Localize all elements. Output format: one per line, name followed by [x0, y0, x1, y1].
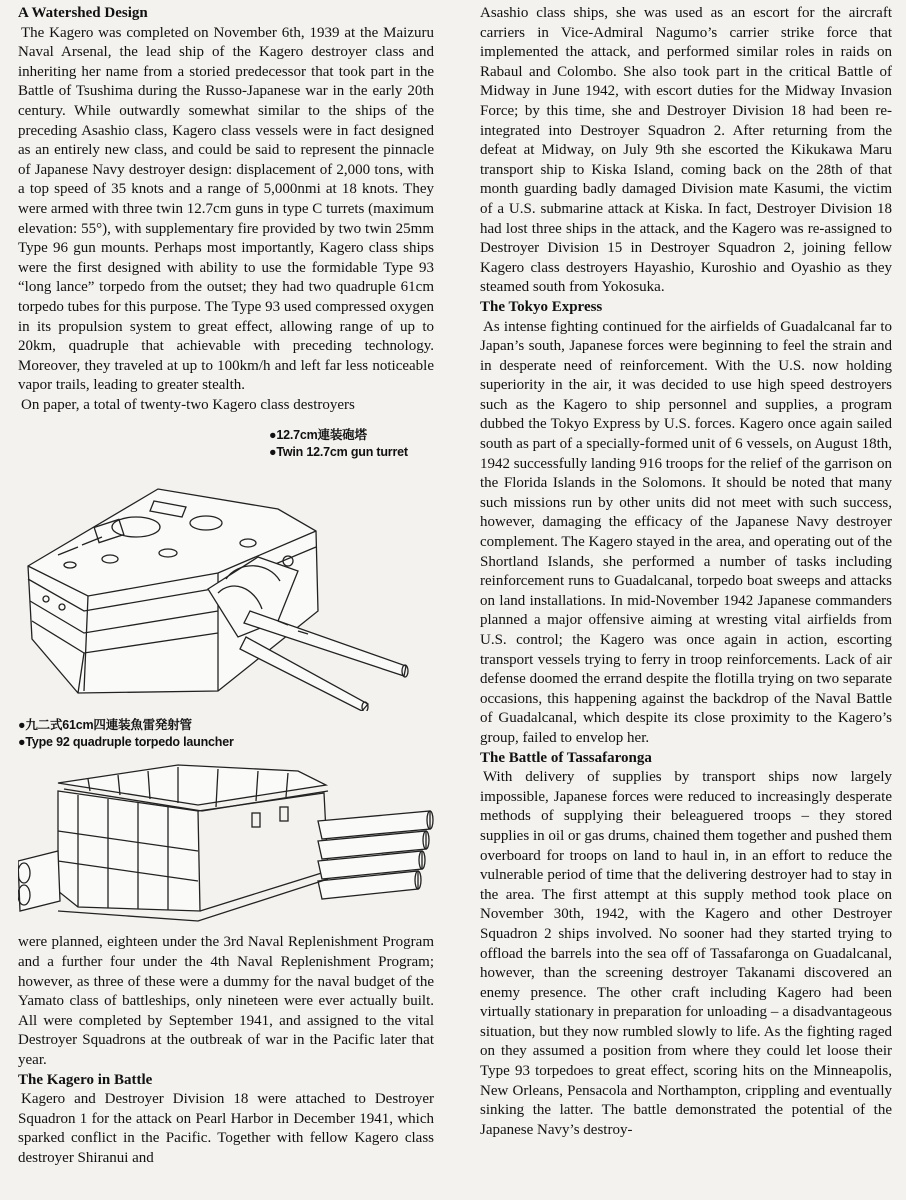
paragraph-pearl-harbor: Kagero and Destroyer Division 18 were attached to Destroyer Squadron 1 for the attack on Pearl Harbor in December 1941, which sparked conflict in the Pacific. Together with fellow Kagero class destroyer Shiranui and: [18, 1091, 434, 1166]
left-column: [18, 4, 434, 1169]
caption-torpedo-launcher: [18, 717, 434, 751]
paragraph-tokyo-express: As intense fighting continued for the airfields of Guadalcanal far to Japan’s south, Japanese forces were beginning to feel the strain and in desperate need of reinforcement. With the U.S. now holding superiority in the air, it was decided to use high speed destroyers such as the Kagero to ship personnel and supplies, a program dubbed the Tokyo Express by U.S. forces. Kagero once again sailed south as part of a specially-formed unit of 6 vessels, on August 18th, 1942 successfully landing 916 troops for the relief of the garrison on the Florida Islands in the Solomons. It should be noted that many such missions run by other units did not meet with such success, however, damaging the efficacy of the Japanese Navy destroyer complement. The Kagero stayed in the area, and operating out of the Shortland Islands, she performed a number of tasks including reinforcement runs to Guadalcanal, torpedo boat sweeps and attacks on land installations. In mid-November 1942 Japanese commanders planned a major offensive aiming at wresting vital airfields from U.S. control; the Kagero was once again in action, escorting transport vessels trying to ferry in troop reinforcements. Lack of air defense doomed the errand despite the flotilla trying on two separate occasions, this happening against the backdrop of the Naval Battle of Guadalcanal, which despite its close proximity to the Kagero’s group, failed to envelop her.: [480, 318, 892, 746]
paragraph-tassafaronga: With delivery of supplies by transport ships now largely impossible, Japanese forces were reduced to increasingly desperate methods of supplying their beleaguered troops – they stored supplies in oil or gas drums, chained them together and pushed them overboard for troops on land to haul in, in an effort to reduce the vulnerable period of time that the delivering destroyer had to stay in the area. The first attempt at this supply method took place on November 30th, 1942, with the Kagero and other Destroyer Squadron 2 ships involved. No sooner had they started trying to offload the barrels into the sea off of Tassafaronga on Guadalcanal, however, than the screening destroyer Takanami discovered an enemy presence. The other craft including Kagero had been virtually stationary in preparation for unloading – a disadvantageous situation, but they now rumbled slowly to life. As the fighting raged on they assumed a position from where they could let loose their Type 93 torpedoes to great effect, scoring hits on the Minneapolis, New Orleans, Pensacola and Northampton, crippling and eventually sinking the latter. The battle demonstrated the potential of the Japanese Navy’s destroy-: [480, 769, 892, 1138]
heading-watershed-design: A Watershed Design: [18, 5, 148, 21]
caption-gun-turret-en: ●Twin 12.7cm gun turret: [269, 445, 408, 460]
paragraph-on-paper: On paper, a total of twenty-two Kagero class destroyers: [21, 396, 355, 413]
paragraph-asashio-escort: Asashio class ships, she was used as an escort for the aircraft carriers in Vice-Admiral Nagumo’s carrier strike force that implemented the attack, and performed similar roles in raids on Rabaul and Colombo. She also took part in the critical Battle of Midway in June 1942, with escort duties for the Midway Invasion Force; by this time, she and Destroyer Division 18 had been re-integrated into Destroyer Squadron 2. After returning from the defeat at Midway, on July 9th she escorted the Kikukawa Maru transport ship to Kiska Island, coming back on the 28th of that month guarding badly damaged Division mate Kasumi, the victim of a U.S. submarine attack at Kiska. In fact, Destroyer Division 18 had lost three ships in the attack, and the Kagero was re-assigned to Destroyer Division 15 in Destroyer Squadron 2, joining fellow Kagero class destroyers Hayashio, Kuroshio and Oyashio as they steamed south from Yokosuka.: [480, 5, 892, 296]
caption-torpedo-launcher-jp: ●九二式61cm四連装魚雷発射管: [18, 718, 192, 733]
caption-gun-turret-jp: ●12.7cm連装砲塔: [269, 428, 367, 443]
heading-battle-of-tassafaronga: The Battle of Tassafaronga: [480, 749, 652, 766]
paragraph-kagero-intro: The Kagero was completed on November 6th, 1939 at the Maizuru Naval Arsenal, the lead ship of the Kagero destroyer class and inheriting her name from a storied predecessor that took part in the Battle of Tsushima during the Russo-Japanese war in the early 20th century. While outwardly somewhat similar to the ships of the preceding Asashio class, Kagero class vessels were in fact designed as an entirely new class, and could be said to represent the pinnacle of Japanese Navy destroyer design: displacement of 2,000 tons, with a top speed of 35 knots and a range of 5,000nmi at 18 knots. They were armed with three twin 12.7cm guns in type C turrets (maximum elevation: 55°), with supplementary fire provided by two twin 25mm Type 96 gun mounts. Perhaps most importantly, Kagero class ships were the first designed with ability to use the formidable Type 93 “long lance” torpedo from the outset; they had two quadruple 61cm torpedo tubes for this purpose. The Type 93 used compressed oxygen in its propulsion system to great effect, allowing range of up to 20km, quadruple that achievable with preceding technology. Moreover, they traveled at up to 100km/h and left far less noticeable vapor trails, leading to greater stealth.: [18, 24, 434, 394]
torpedo-launcher-illustration: [18, 751, 434, 931]
caption-gun-turret: [269, 427, 434, 461]
paragraph-planned-ships: were planned, eighteen under the 3rd Naval Replenishment Program and a further four under the 4th Naval Replenishment Program; however, as three of these were a dummy for the naval budget of the Yamato class of battleships, only nineteen were ever actually built. All were completed by September 1941, and assigned to the vital Destroyer Squadrons at the outbreak of war in the Pacific later that year.: [18, 934, 434, 1069]
caption-torpedo-launcher-en: ●Type 92 quadruple torpedo launcher: [18, 735, 234, 750]
figure-gun-turret: [18, 427, 434, 711]
right-column: [480, 4, 892, 1140]
heading-kagero-in-battle: The Kagero in Battle: [18, 1071, 153, 1088]
figure-torpedo-launcher: [18, 717, 434, 931]
gun-turret-illustration: [18, 461, 434, 711]
heading-tokyo-express: The Tokyo Express: [480, 298, 603, 315]
